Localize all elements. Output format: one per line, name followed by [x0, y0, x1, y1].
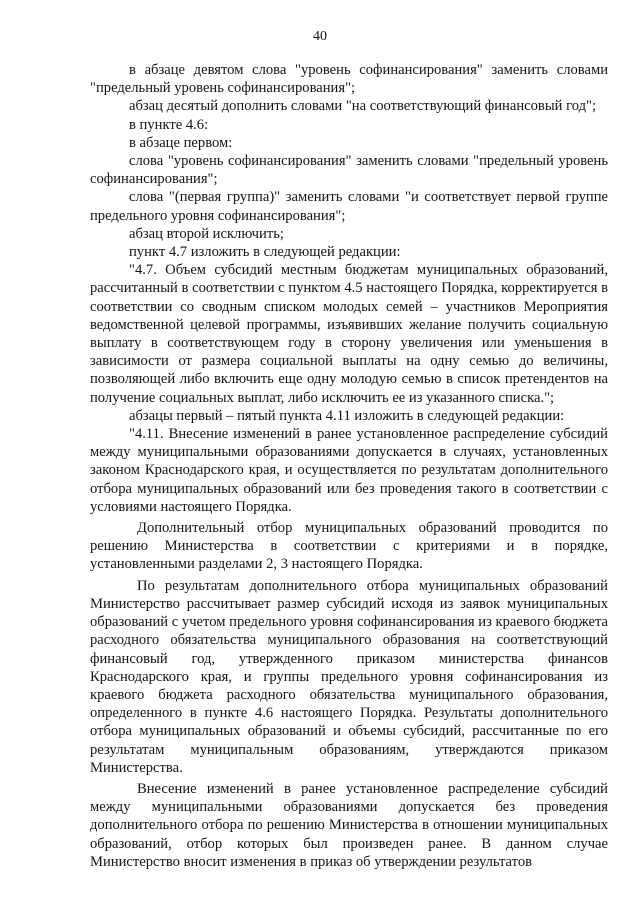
paragraph-5: слова "уровень софинансирования" заменить словами "предельный уровень софинансирования"; — [90, 153, 608, 188]
paragraph-13: По результатам дополнительного отбора муниципальных образований Министерство рассчитывает размер субсидий исходя из заявок муниципальных образований с учетом предельного уровня софинансирования из краевого бюджета расходного обязательства муниципального образования на соответствующий финансовый год, утвержденного приказом министерства финансов Краснодарского края, и группы предельного уровня софинансирования из краевого бюджета расходного обязательства муниципального образования, определенного в пункте 4.6 настоящего Порядка. Результаты дополнительного отбора муниципальных образований и объемы субсидий, рассчитанные по его результатам муниципальным образованиям, утверждаются приказом Министерства. — [90, 577, 608, 776]
paragraph-14: Внесение изменений в ранее установленное распределение субсидий между муниципальными образованиями допускается без проведения дополнительного отбора по решению Министерства в отношении муниципальных образований, отбор которых был произведен ранее. В данном случае Министерство вносит изменения в приказ об утверждении результатов — [90, 780, 608, 870]
paragraph-4: в абзаце первом: — [129, 134, 233, 151]
paragraph-1: в абзаце девятом слова "уровень софинансирования" заменить словами "предельный уровень софинансирования"; — [90, 62, 608, 97]
paragraph-11: "4.11. Внесение изменений в ранее установленное распределение субсидий между муниципальными образованиями допускается в случаях, установленных законом Краснодарского края, и осуществляется по результатам дополнительного отбора муниципальных образований или без проведения такого в соответствии с условиями настоящего Порядка. — [90, 426, 608, 515]
paragraph-9: "4.7. Объем субсидий местным бюджетам муниципальных образований, рассчитанный в соответствии с пунктом 4.5 настоящего Порядка, корректируется в соответствии со сводным списком молодых семей – участников Мероприятия ведомственной целевой программы, изъявивших желание получить социальную выплату в соответствующем году в сторону увеличения или уменьшения в зависимости от размера социальной выплаты на одну семью до величины, позволяющей либо включить еще одну молодую семью в список претендентов на получение социальных выплат, либо исключить ее из указанного списка."; — [90, 262, 608, 406]
page-number: 40 — [313, 29, 327, 44]
paragraph-6: слова "(первая группа)" заменить словами "и соответствует первой группе предельного уровня софинансирования"; — [90, 189, 608, 224]
paragraph-12: Дополнительный отбор муниципальных образований проводится по решению Министерства в соответствии с критериями и в порядке, установленными разделами 2, 3 настоящего Порядка. — [90, 520, 608, 573]
paragraph-10: абзацы первый – пятый пункта 4.11 изложить в следующей редакции: — [129, 407, 565, 424]
paragraph-7: абзац второй исключить; — [129, 225, 284, 242]
paragraph-3: в пункте 4.6: — [129, 116, 209, 133]
paragraph-8: пункт 4.7 изложить в следующей редакции: — [129, 244, 401, 261]
paragraph-2: абзац десятый дополнить словами "на соответствующий финансовый год"; — [129, 98, 597, 115]
document-body — [90, 61, 608, 871]
